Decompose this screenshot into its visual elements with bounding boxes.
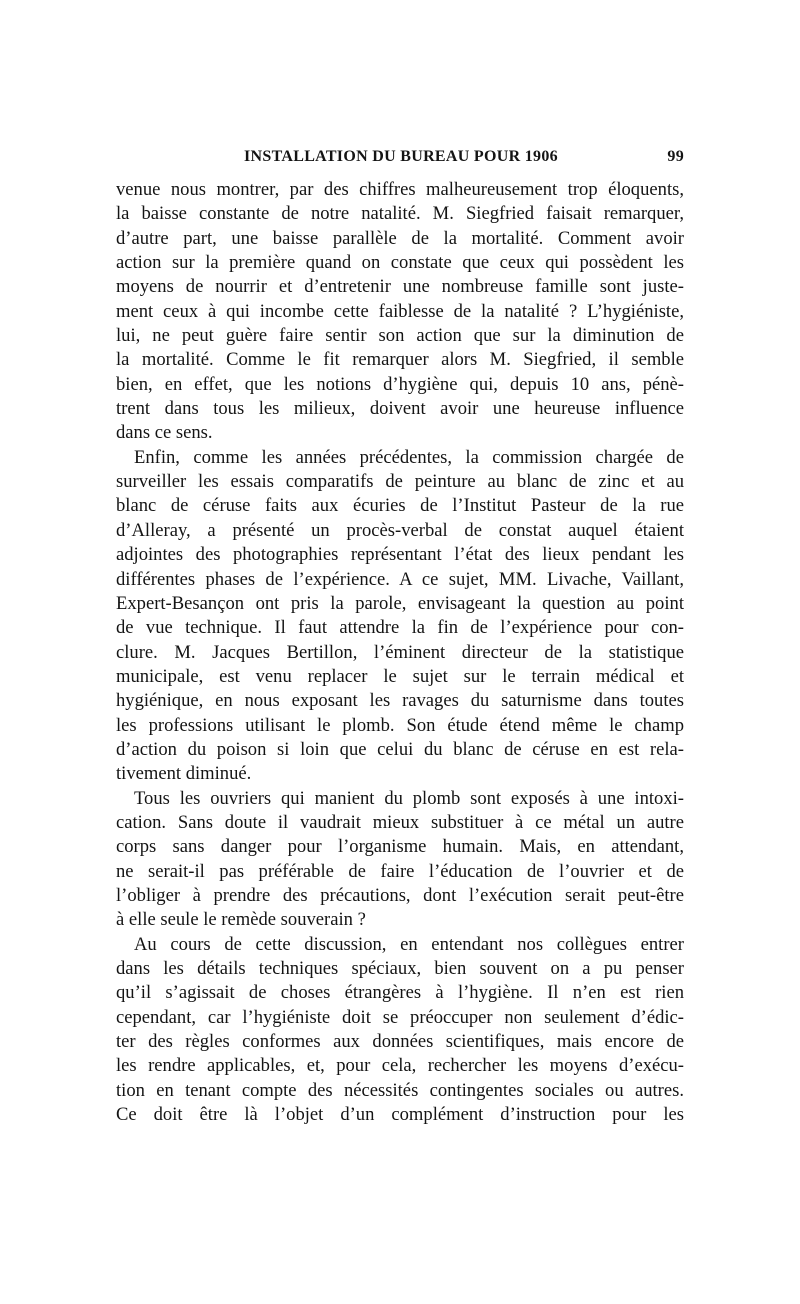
- running-head: [116, 148, 684, 178]
- page-number: 99: [667, 148, 684, 165]
- text-line: adjointes des photographies représentant l’état des lieux pendant les: [116, 544, 684, 566]
- text-line: qu’il s’agissait de choses étrangères à l’hygiène. Il n’en est rien: [116, 982, 684, 1004]
- text-line: ment ceux à qui incombe cette faiblesse de la natalité ? L’hygiéniste,: [116, 300, 684, 322]
- text-line: la mortalité. Comme le fit remarquer alors M. Siegfried, il semble: [116, 349, 684, 371]
- text-line: municipale, est venu replacer le sujet sur le terrain médical et: [116, 665, 684, 687]
- text-line: ter des règles conformes aux données scientifiques, mais encore de: [116, 1031, 684, 1053]
- text-line: à elle seule le remède souverain ?: [116, 909, 366, 931]
- text-line: Au cours de cette discussion, en entendant nos collègues entrer: [134, 933, 684, 955]
- text-line: d’autre part, une baisse parallèle de la mortalité. Comment avoir: [116, 227, 684, 249]
- text-line: Ce doit être là l’objet d’un complément d’instruction pour les: [116, 1104, 684, 1126]
- text-line: moyens de nourrir et d’entretenir une nombreuse famille sont juste-: [116, 276, 684, 298]
- text-line: trent dans tous les milieux, doivent avoir une heureuse influence: [116, 398, 684, 420]
- text-line: Expert-Besançon ont pris la parole, envisageant la question au point: [116, 592, 684, 614]
- text-line: action sur la première quand on constate que ceux qui possèdent les: [116, 252, 684, 274]
- text-line: corps sans danger pour l’organisme humain. Mais, en attendant,: [116, 836, 684, 858]
- text-line: l’obliger à prendre des précautions, dont l’exécution serait peut-être: [116, 884, 684, 906]
- text-line: tion en tenant compte des nécessités contingentes sociales ou autres.: [116, 1079, 684, 1101]
- text-line: différentes phases de l’expérience. A ce sujet, MM. Livache, Vaillant,: [116, 568, 684, 590]
- text-line: venue nous montrer, par des chiffres malheureusement trop éloquents,: [116, 179, 684, 200]
- running-title: INSTALLATION DU BUREAU POUR 1906: [244, 148, 558, 165]
- text-line: les professions utilisant le plomb. Son étude étend même le champ: [116, 714, 684, 736]
- text-line: bien, en effet, que les notions d’hygiène qui, depuis 10 ans, pénè-: [116, 373, 684, 395]
- text-line: clure. M. Jacques Bertillon, l’éminent directeur de la statistique: [116, 641, 684, 663]
- text-line: de vue technique. Il faut attendre la fin de l’expérience pour con-: [116, 617, 684, 639]
- text-line: Tous les ouvriers qui manient du plomb sont exposés à une intoxi-: [134, 787, 684, 809]
- text-line: les rendre applicables, et, pour cela, rechercher les moyens d’exécu-: [116, 1055, 684, 1077]
- text-line: cependant, car l’hygiéniste doit se préoccuper non seulement d’édic-: [116, 1006, 684, 1028]
- text-line: la baisse constante de notre natalité. M. Siegfried faisait remarquer,: [116, 203, 684, 225]
- text-line: dans les détails techniques spéciaux, bien souvent on a pu penser: [116, 958, 684, 979]
- text-line: dans ce sens.: [116, 422, 213, 444]
- text-line: hygiénique, en nous exposant les ravages du saturnisme dans toutes: [116, 690, 684, 712]
- text-line: Enfin, comme les années précédentes, la commission chargée de: [134, 446, 684, 468]
- text-line: blanc de céruse faits aux écuries de l’Institut Pasteur de la rue: [116, 495, 684, 517]
- text-line: d’action du poison si loin que celui du blanc de céruse en est rela-: [116, 738, 684, 760]
- book-page: [116, 148, 684, 1127]
- text-line: tivement diminué.: [116, 763, 252, 785]
- text-line: cation. Sans doute il vaudrait mieux substituer à ce métal un autre: [116, 811, 684, 833]
- text-line: surveiller les essais comparatifs de peinture au blanc de zinc et au: [116, 471, 684, 493]
- text-line: ne serait-il pas préférable de faire l’éducation de l’ouvrier et de: [116, 860, 684, 882]
- body-text: [116, 178, 684, 1127]
- text-line: lui, ne peut guère faire sentir son action que sur la diminution de: [116, 325, 684, 347]
- text-line: d’Alleray, a présenté un procès-verbal de constat auquel étaient: [116, 519, 684, 541]
